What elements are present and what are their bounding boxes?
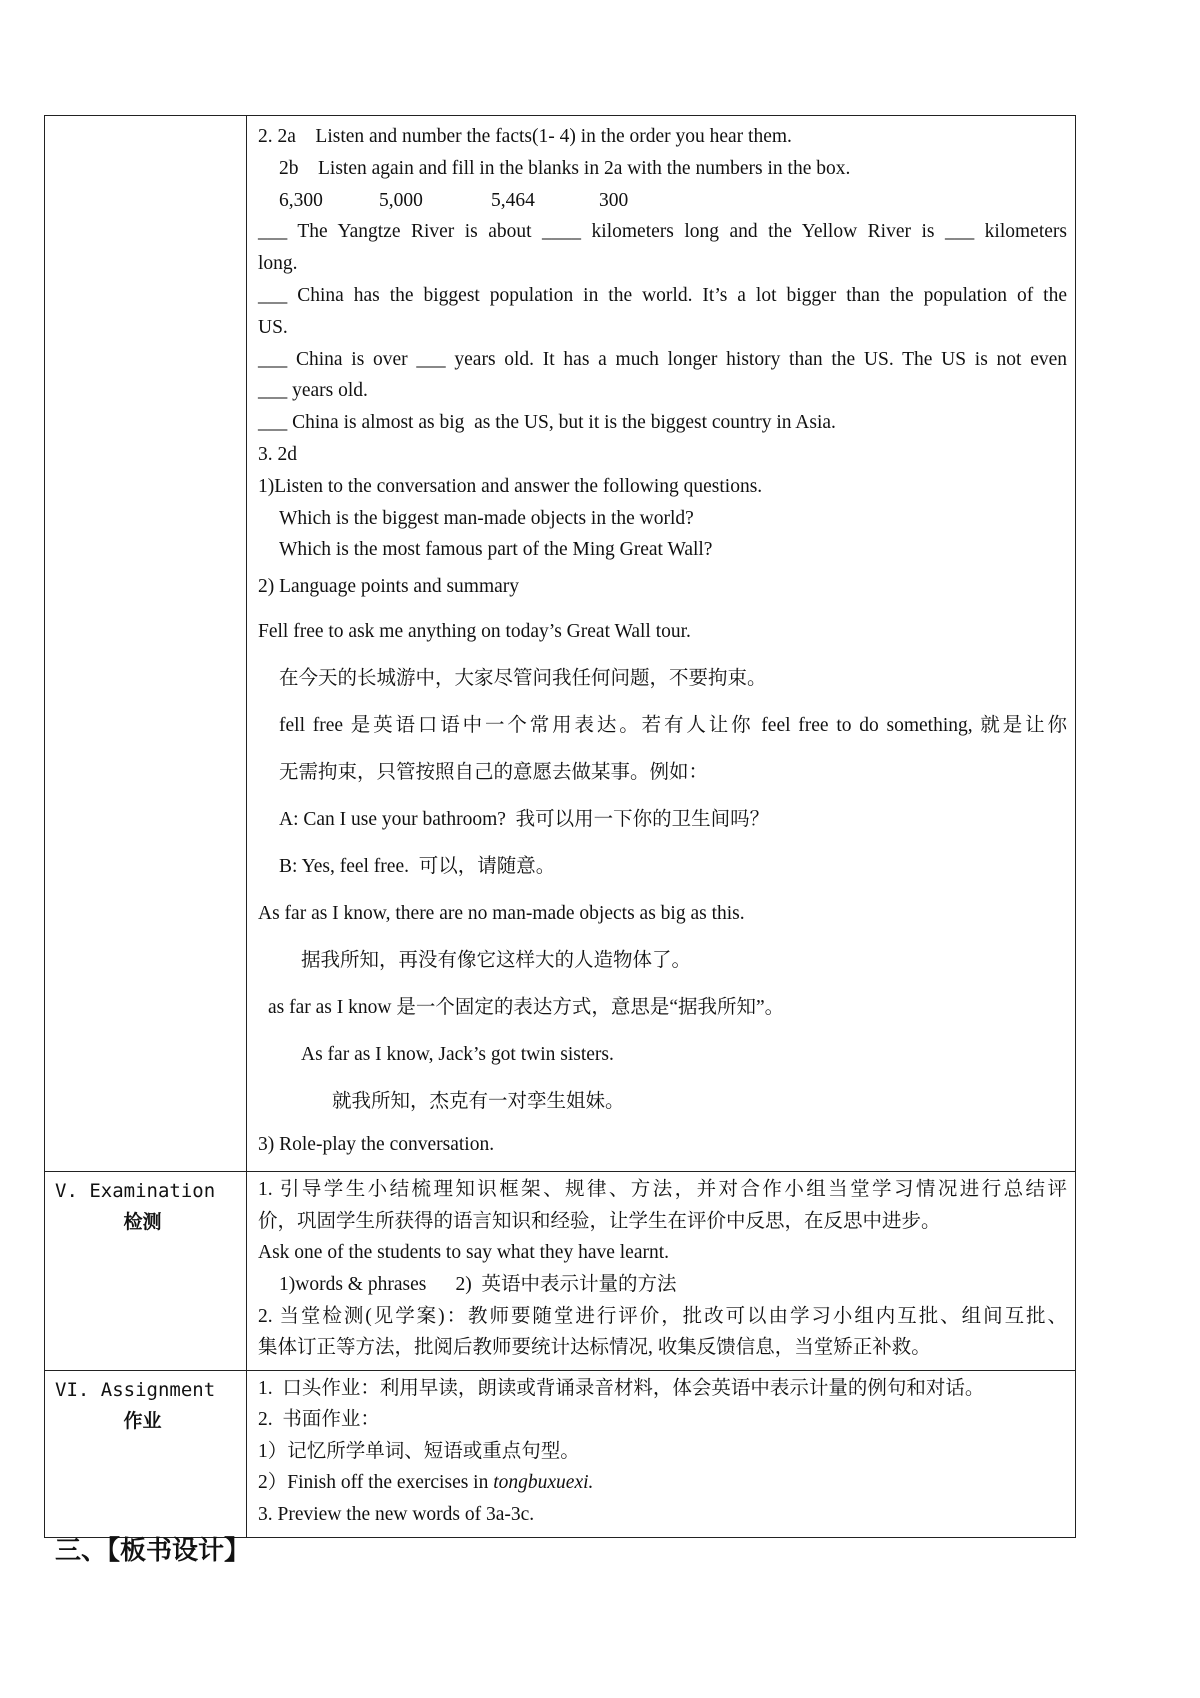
stage-cell: [45, 1370, 247, 1537]
fact-1: ___ The Yangtze River is about ____ kilometers long and the Yellow River is ___ kilometers: [258, 221, 1067, 243]
assignment-section: [247, 1371, 1075, 1537]
example-a: A: Can I use your bathroom? 我可以用一下你的卫生间吗？: [279, 809, 770, 831]
fact-1-cont: long.: [258, 253, 298, 275]
content-cell: [247, 116, 1076, 1172]
stage-label-en: V. Examination: [55, 1180, 216, 1203]
as-far-as-example: As far as I know, Jack’s got twin sisters.: [301, 1044, 614, 1066]
fact-3: ___ China is over ___ years old. It has a much longer history than the US. The US is not even: [258, 348, 1067, 370]
as-far-as-example-translation: 就我所知，杰克有一对孪生姐妹。: [332, 1091, 625, 1113]
number-item: 5,464: [491, 189, 535, 211]
sentence-1: Fell free to ask me anything on today’s Great Wall tour.: [258, 621, 691, 643]
fact-2: ___ China has the biggest population in the world. It’s a lot bigger than the population of the: [258, 284, 1067, 306]
sentence-2-translation: 据我所知，再没有像它这样大的人造物体了。: [301, 950, 692, 972]
assignment-book-title: tongbuxuexi.: [493, 1472, 594, 1494]
number-box: [258, 185, 1067, 217]
stage-label: [45, 1371, 246, 1437]
assignment-written-2-text: 2）Finish off the exercises in: [258, 1472, 494, 1494]
listening-section: [247, 116, 1075, 1171]
language-points-heading: 2) Language points and summary: [258, 576, 520, 598]
task-2d: 3. 2d: [258, 443, 297, 465]
stage-label-cn: 作业: [123, 1409, 162, 1432]
exam-subitems: 1)words & phrases 2) 英语中表示计量的方法: [279, 1273, 677, 1295]
content-cell: [247, 1172, 1076, 1371]
sentence-2: As far as I know, there are no man-made objects as big as this.: [258, 903, 745, 925]
stage-cell-empty: [45, 116, 247, 1172]
assignment-written-2: [258, 1467, 1067, 1499]
number-item: 300: [599, 189, 629, 211]
example-b: B: Yes, feel free. 可以，请随意。: [279, 856, 556, 878]
question-2: Which is the most famous part of the Ming Great Wall?: [279, 539, 713, 561]
feel-free-note: fell free 是英语口语中一个常用表达。若有人让你 feel free to do something, 就是让你: [279, 715, 1067, 737]
assignment-written-1: 1）记忆所学单词、短语或重点句型。: [258, 1440, 580, 1462]
examination-section: [247, 1172, 1075, 1370]
exam-item-2-cont: 集体订正等方法，批阅后教师要统计达标情况, 收集反馈信息，当堂矫正补救。: [258, 1337, 931, 1359]
feel-free-note-cont: 无需拘束，只管按照自己的意愿去做某事。例如：: [279, 762, 709, 784]
table-row: [45, 1370, 1076, 1537]
exam-item-1-cont: 价，巩固学生所获得的语言知识和经验，让学生在评价中反思，在反思中进步。: [258, 1210, 941, 1232]
table-row: [45, 1172, 1076, 1371]
exam-item-2: 2. 当堂检测(见学案)：教师要随堂进行评价，批改可以由学习小组内互批、组间互批、: [258, 1305, 1067, 1327]
content-cell: [247, 1370, 1076, 1537]
stage-cell: [45, 1172, 247, 1371]
stage-label: [45, 1172, 246, 1238]
number-item: 5,000: [379, 189, 423, 211]
table-row: [45, 116, 1076, 1172]
role-play: 3) Role-play the conversation.: [258, 1134, 495, 1156]
assignment-oral: 1. 口头作业：利用早读，朗读或背诵录音材料，体会英语中表示计量的例句和对话。: [258, 1377, 985, 1399]
fact-2-cont: US.: [258, 316, 288, 338]
task-2b: 2b Listen again and fill in the blanks in 2a with the numbers in the box.: [279, 157, 851, 179]
number-item: 6,300: [279, 189, 323, 211]
fact-4: ___ China is almost as big as the US, but it is the biggest country in Asia.: [258, 412, 836, 434]
task-2a: 2. 2a Listen and number the facts(1- 4) in the order you hear them.: [258, 126, 792, 147]
assignment-written: 2. 书面作业：: [258, 1409, 380, 1431]
lesson-plan-table: [44, 115, 1076, 1538]
exam-item-1: 1. 引导学生小结梳理知识框架、规律、方法，并对合作小组当堂学习情况进行总结评: [258, 1179, 1067, 1201]
stage-label-en: VI. Assignment: [55, 1378, 216, 1401]
stage-label-cn: 检测: [123, 1211, 162, 1234]
sentence-1-translation: 在今天的长城游中，大家尽管问我任何问题，不要拘束。: [279, 668, 767, 690]
assignment-preview: 3. Preview the new words of 3a-3c.: [258, 1504, 535, 1526]
as-far-as-note: as far as I know 是一个固定的表达方式，意思是“据我所知”。: [268, 997, 785, 1019]
question-1: Which is the biggest man-made objects in the world?: [279, 507, 694, 529]
fact-3-cont: ___ years old.: [258, 380, 368, 402]
board-design-heading: 三、【板书设计】: [55, 1536, 251, 1566]
exam-ask: Ask one of the students to say what they have learnt.: [258, 1242, 670, 1264]
questions-intro: 1)Listen to the conversation and answer the following questions.: [258, 475, 763, 497]
